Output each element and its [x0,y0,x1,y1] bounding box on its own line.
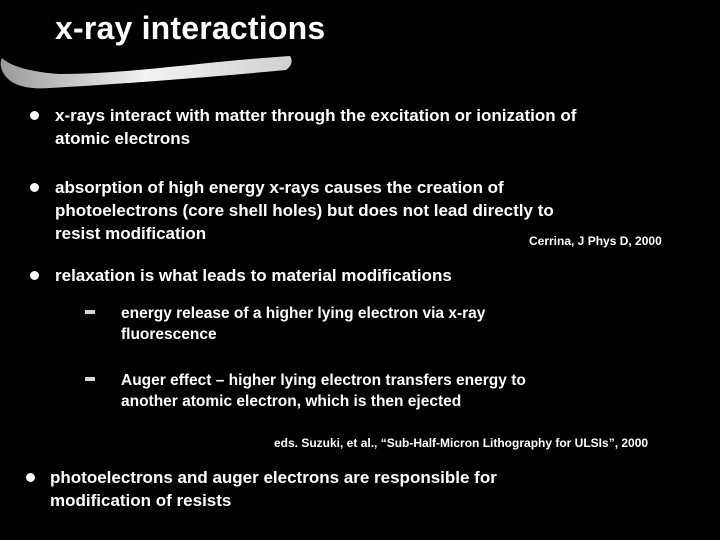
sub-bullet-dash [85,377,95,381]
citation-cerrina: Cerrina, J Phys D, 2000 [529,234,662,248]
bullet-3-line-1: relaxation is what leads to material modifications [55,266,452,285]
bullet-4-line-2: modification of resists [50,491,232,510]
bullet-3 [55,264,452,287]
bullet-1 [55,104,576,150]
bullet-2-line-2: photoelectrons (core shell holes) but does not lead directly to [55,201,554,220]
sub-bullet-2-line-2: another atomic electron, which is then ejected [121,393,462,410]
sub-bullet-2-line-1: Auger effect – higher lying electron transfers energy to [121,372,526,389]
sub-bullet-1 [121,303,485,345]
sub-bullet-dash [85,310,95,314]
slide-title: x-ray interactions [55,10,326,46]
bullet-2-line-3: resist modification [55,224,207,243]
bullet-dot [30,183,39,192]
bullet-1-line-2: atomic electrons [55,129,191,148]
bullet-dot [26,473,35,482]
sub-bullet-1-line-1: energy release of a higher lying electron via x-ray [121,305,486,322]
bullet-4-line-1: photoelectrons and auger electrons are responsible for [50,468,497,487]
bullet-dot [30,271,39,280]
citation-suzuki: eds. Suzuki, et al., “Sub-Half-Micron Lithography for ULSIs”, 2000 [274,436,649,450]
sub-bullet-2 [121,370,526,412]
title-underline-swoosh [0,44,300,94]
bullet-2 [55,176,554,245]
bullet-dot [30,111,39,120]
bullet-4 [50,466,497,512]
bullet-1-line-1: x-rays interact with matter through the excitation or ionization of [55,106,577,125]
bullet-2-line-1: absorption of high energy x-rays causes the creation of [55,178,504,197]
sub-bullet-1-line-2: fluorescence [121,326,217,343]
